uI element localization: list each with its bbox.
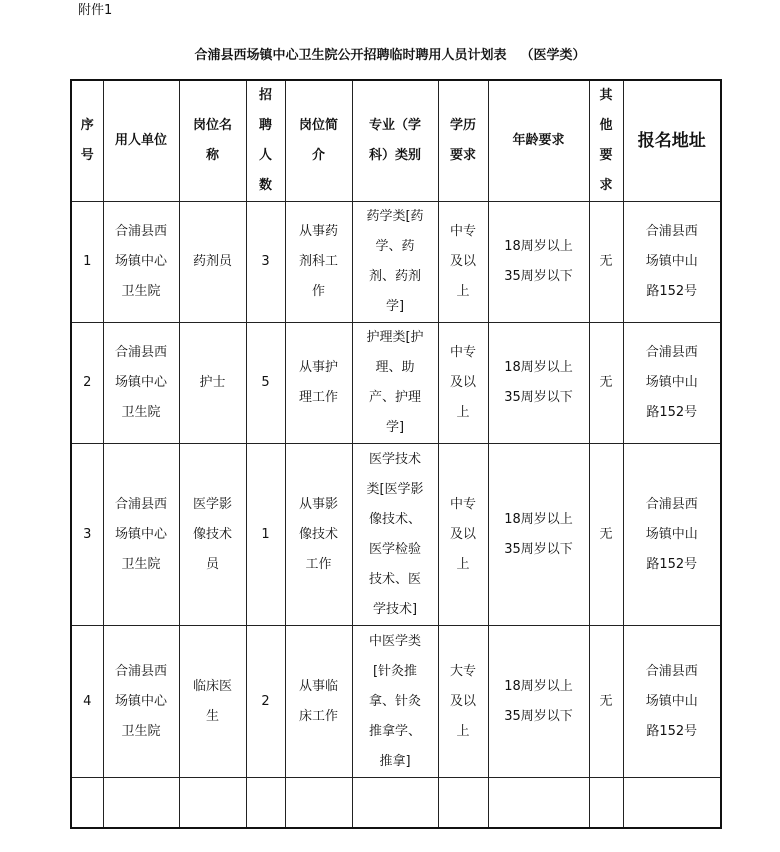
- table-row: [71, 323, 721, 444]
- header-address: 报名地址: [623, 80, 721, 202]
- cell-empty: [623, 778, 721, 829]
- cell-intro: 从事药 剂科工 作: [285, 202, 352, 323]
- table-row: [71, 202, 721, 323]
- cell-age: 18周岁以上 35周岁以下: [488, 323, 589, 444]
- document-title: [0, 46, 780, 66]
- cell-intro: 从事护 理工作: [285, 323, 352, 444]
- cell-seq: 4: [71, 626, 103, 778]
- cell-count: 2: [246, 626, 285, 778]
- cell-major: 药学类[药 学、药 剂、药剂 学]: [352, 202, 438, 323]
- cell-count: 5: [246, 323, 285, 444]
- cell-count: 1: [246, 444, 285, 626]
- cell-position: 医学影 像技术 员: [179, 444, 246, 626]
- cell-empty: [71, 778, 103, 829]
- cell-empty: [103, 778, 179, 829]
- cell-empty: [352, 778, 438, 829]
- cell-unit: 合浦县西 场镇中心 卫生院: [103, 444, 179, 626]
- title-text: 合浦县西场镇中心卫生院公开招聘临时聘用人员计划表: [194, 48, 507, 63]
- header-seq: 序 号: [71, 80, 103, 202]
- cell-seq: 3: [71, 444, 103, 626]
- table-row: [71, 626, 721, 778]
- table-row-empty: [71, 778, 721, 829]
- cell-address: 合浦县西 场镇中山 路152号: [623, 444, 721, 626]
- header-unit: 用人单位: [103, 80, 179, 202]
- cell-seq: 1: [71, 202, 103, 323]
- cell-major: 医学技术 类[医学影 像技术、 医学检验 技术、医 学技术]: [352, 444, 438, 626]
- cell-age: 18周岁以上 35周岁以下: [488, 202, 589, 323]
- cell-intro: 从事临 床工作: [285, 626, 352, 778]
- cell-edu: 大专 及以 上: [438, 626, 488, 778]
- cell-empty: [285, 778, 352, 829]
- table-row: [71, 444, 721, 626]
- cell-seq: 2: [71, 323, 103, 444]
- cell-major: 中医学类 [针灸推 拿、针灸 推拿学、 推拿]: [352, 626, 438, 778]
- recruitment-plan-table: [70, 79, 722, 829]
- cell-intro: 从事影 像技术 工作: [285, 444, 352, 626]
- cell-position: 临床医 生: [179, 626, 246, 778]
- title-category: （医学类）: [520, 48, 586, 63]
- cell-major: 护理类[护 理、助 产、护理 学]: [352, 323, 438, 444]
- header-other: 其 他 要 求: [589, 80, 623, 202]
- cell-other: 无: [589, 444, 623, 626]
- header-intro: 岗位简 介: [285, 80, 352, 202]
- cell-unit: 合浦县西 场镇中心 卫生院: [103, 323, 179, 444]
- cell-position: 护士: [179, 323, 246, 444]
- cell-other: 无: [589, 626, 623, 778]
- cell-edu: 中专 及以 上: [438, 202, 488, 323]
- cell-address: 合浦县西 场镇中山 路152号: [623, 626, 721, 778]
- cell-empty: [246, 778, 285, 829]
- cell-age: 18周岁以上 35周岁以下: [488, 444, 589, 626]
- cell-empty: [179, 778, 246, 829]
- annex-label: 附件1: [78, 3, 113, 18]
- cell-position: 药剂员: [179, 202, 246, 323]
- header-major: 专业（学 科）类别: [352, 80, 438, 202]
- cell-unit: 合浦县西 场镇中心 卫生院: [103, 626, 179, 778]
- cell-empty: [589, 778, 623, 829]
- header-position: 岗位名 称: [179, 80, 246, 202]
- cell-unit: 合浦县西 场镇中心 卫生院: [103, 202, 179, 323]
- cell-edu: 中专 及以 上: [438, 323, 488, 444]
- table-header-row: [71, 80, 721, 202]
- cell-empty: [488, 778, 589, 829]
- header-edu: 学历 要求: [438, 80, 488, 202]
- cell-address: 合浦县西 场镇中山 路152号: [623, 202, 721, 323]
- cell-other: 无: [589, 323, 623, 444]
- cell-empty: [438, 778, 488, 829]
- cell-address: 合浦县西 场镇中山 路152号: [623, 323, 721, 444]
- header-count: 招 聘 人 数: [246, 80, 285, 202]
- cell-other: 无: [589, 202, 623, 323]
- cell-age: 18周岁以上 35周岁以下: [488, 626, 589, 778]
- cell-count: 3: [246, 202, 285, 323]
- cell-edu: 中专 及以 上: [438, 444, 488, 626]
- header-age: 年龄要求: [488, 80, 589, 202]
